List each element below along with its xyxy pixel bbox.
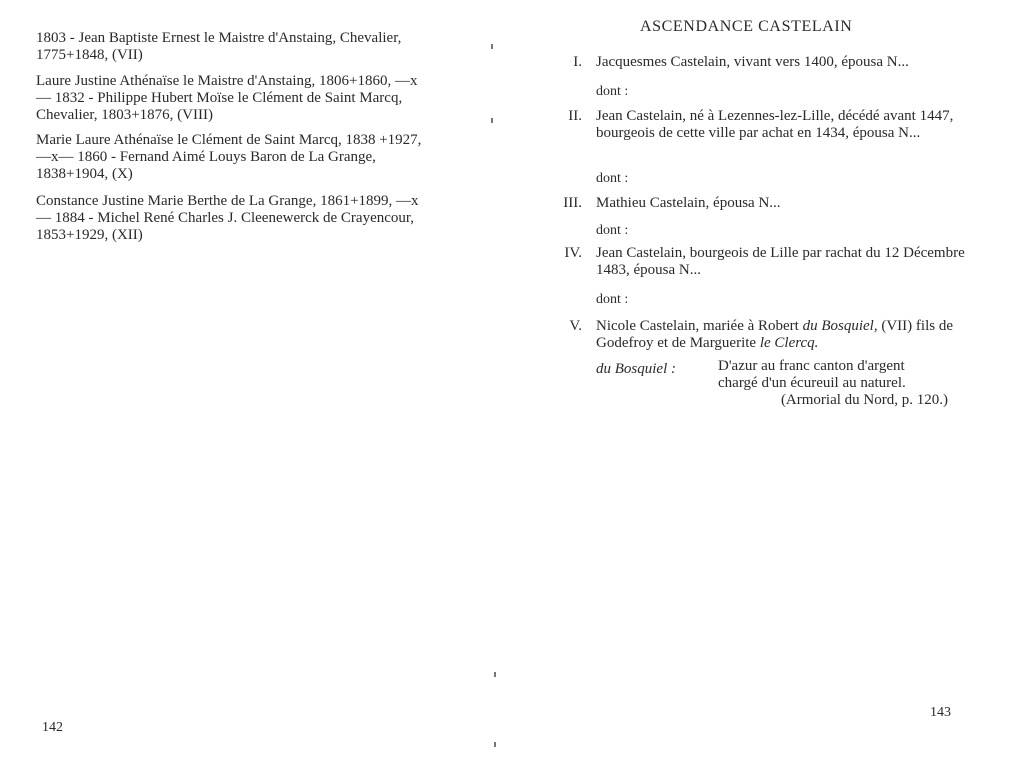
dont-label: dont : [596, 223, 629, 238]
genealogy-entry: Constance Justine Marie Berthe de La Grange, 1861+1899, —x— 1884 - Michel René Charles J. Cleenewerck de Crayencour, 1853+1929, (XII) [36, 193, 419, 243]
arms-description [718, 358, 948, 409]
right-page [500, 0, 1024, 776]
generation-numeral: IV. [564, 245, 582, 261]
generation-numeral: III. [563, 195, 582, 211]
generation-text [596, 318, 988, 352]
italic-name: le Clercq. [759, 335, 819, 351]
dont-label: dont : [596, 84, 629, 99]
gutter-mark [491, 44, 493, 49]
genealogy-entry: Laure Justine Athénaïse le Maistre d'Anstaing, 1806+1860, —x— 1832 - Philippe Hubert Moïse le Clément de Saint Marcq, Chevalier, 1803+1876, (VIII) [36, 73, 418, 123]
page-number-left: 142 [42, 720, 63, 735]
genealogy-entry: Marie Laure Athénaïse le Clément de Saint Marcq, 1838 +1927, —x— 1860 - Fernand Aimé Louys Baron de La Grange, 1838+1904, (X) [36, 132, 422, 182]
gutter-mark [491, 118, 493, 123]
left-page [0, 0, 500, 776]
page-number-right: 143 [930, 705, 951, 720]
arms-source: (Armorial du Nord, p. 120.) [780, 392, 948, 408]
arms-label: du Bosquiel : [596, 361, 676, 377]
generation-numeral: V. [569, 318, 582, 334]
generation-text: Mathieu Castelain, épousa N... [596, 195, 781, 211]
italic-name: du Bosquiel, [802, 318, 878, 334]
generation-text: Jean Castelain, bourgeois de Lille par rachat du 12 Décembre 1483, épousa N... [596, 245, 965, 278]
arms-blazon: D'azur au franc canton d'argent chargé d'un écureuil au naturel. [718, 358, 906, 391]
generation-numeral: II. [568, 108, 582, 124]
gutter-mark [494, 742, 496, 747]
gutter-mark [494, 672, 496, 677]
generation-text: Jean Castelain, né à Lezennes-lez-Lille, décédé avant 1447, bourgeois de cette ville par achat en 1434, épousa N... [596, 108, 954, 141]
genealogy-entry: 1803 - Jean Baptiste Ernest le Maistre d'Anstaing, Chevalier, 1775+1848, (VII) [36, 30, 402, 63]
generation-numeral: I. [573, 54, 582, 70]
generation-text: Jacquesmes Castelain, vivant vers 1400, épousa N... [596, 54, 909, 70]
text-segment: (VII) fils de Godefroy et de Marguerite [596, 318, 953, 351]
dont-label: dont : [596, 292, 629, 307]
dont-label: dont : [596, 171, 629, 186]
page-title: ASCENDANCE CASTELAIN [640, 18, 853, 35]
text-segment: Nicole Castelain, mariée à Robert [596, 318, 803, 334]
